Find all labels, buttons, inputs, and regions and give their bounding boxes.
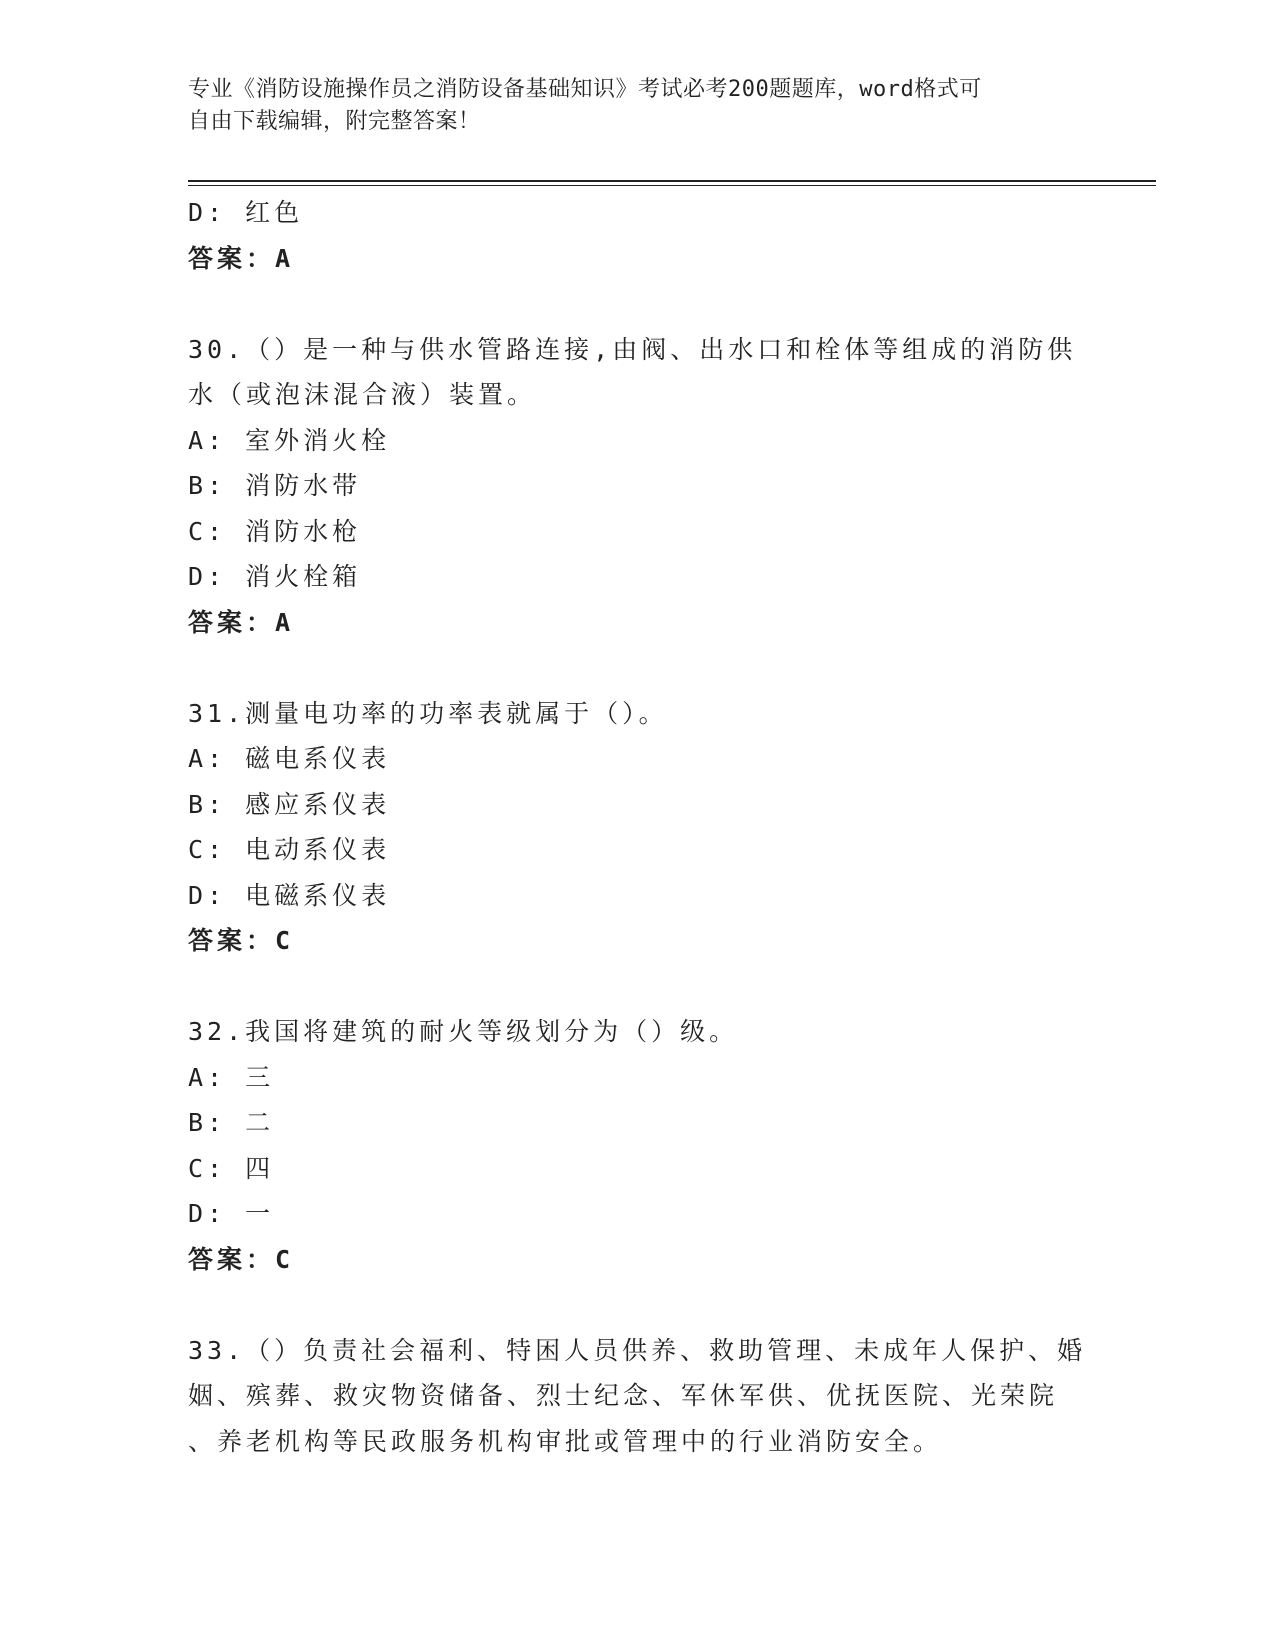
spacer — [188, 964, 1088, 1010]
question-stem: 水（或泡沫混合液）装置。 — [188, 380, 537, 409]
spacer — [188, 645, 1088, 691]
question-32 — [188, 1009, 1088, 1282]
option-d: D: 红色 — [188, 198, 304, 227]
spacer — [188, 281, 1088, 327]
question-stem: 32.我国将建筑的耐火等级划分为（）级。 — [188, 1017, 739, 1046]
option-d: D: 消火栓箱 — [188, 562, 362, 591]
answer: 答案：A — [188, 607, 295, 637]
question-stem: 30.（）是一种与供水管路连接,由阀、出水口和栓体等组成的消防供 — [188, 334, 1077, 364]
option-c: C: 消防水枪 — [188, 516, 362, 546]
question-stem: 姻、殡葬、救灾物资储备、烈士纪念、军休军供、优抚医院、光荣院 — [188, 1381, 1059, 1410]
previous-question-tail — [188, 190, 1088, 281]
option-d: D: 一 — [188, 1199, 275, 1228]
header-title-line-2: 自由下载编辑，附完整答案！ — [188, 109, 481, 134]
header-title-line-1: 专业《消防设施操作员之消防设备基础知识》考试必考200题题库，word格式可 — [188, 77, 982, 102]
question-stem: 、养老机构等民政服务机构审批或管理中的行业消防安全。 — [188, 1426, 943, 1456]
option-a: A: 室外消火栓 — [188, 425, 391, 455]
option-d: D: 电磁系仪表 — [188, 880, 391, 910]
option-c: C: 电动系仪表 — [188, 835, 391, 864]
question-30 — [188, 327, 1088, 646]
question-stem: 31.测量电功率的功率表就属于（）。 — [188, 698, 668, 728]
answer: 答案：A — [188, 243, 295, 273]
option-b: B: 感应系仪表 — [188, 789, 391, 819]
header-rule-thin — [188, 185, 1156, 186]
spacer — [188, 1282, 1088, 1328]
option-b: B: 二 — [188, 1108, 275, 1137]
page-header — [188, 74, 1068, 138]
option-a: A: 三 — [188, 1062, 275, 1092]
option-c: C: 四 — [188, 1153, 275, 1183]
question-31 — [188, 691, 1088, 964]
question-33 — [188, 1328, 1088, 1465]
option-a: A: 磁电系仪表 — [188, 744, 391, 773]
option-b: B: 消防水带 — [188, 471, 362, 500]
question-list — [188, 190, 1088, 1464]
header-rule-thick — [188, 180, 1156, 182]
question-stem: 33.（）负责社会福利、特困人员供养、救助管理、未成年人保护、婚 — [188, 1335, 1087, 1365]
answer: 答案：C — [188, 1244, 295, 1274]
answer: 答案：C — [188, 926, 295, 955]
